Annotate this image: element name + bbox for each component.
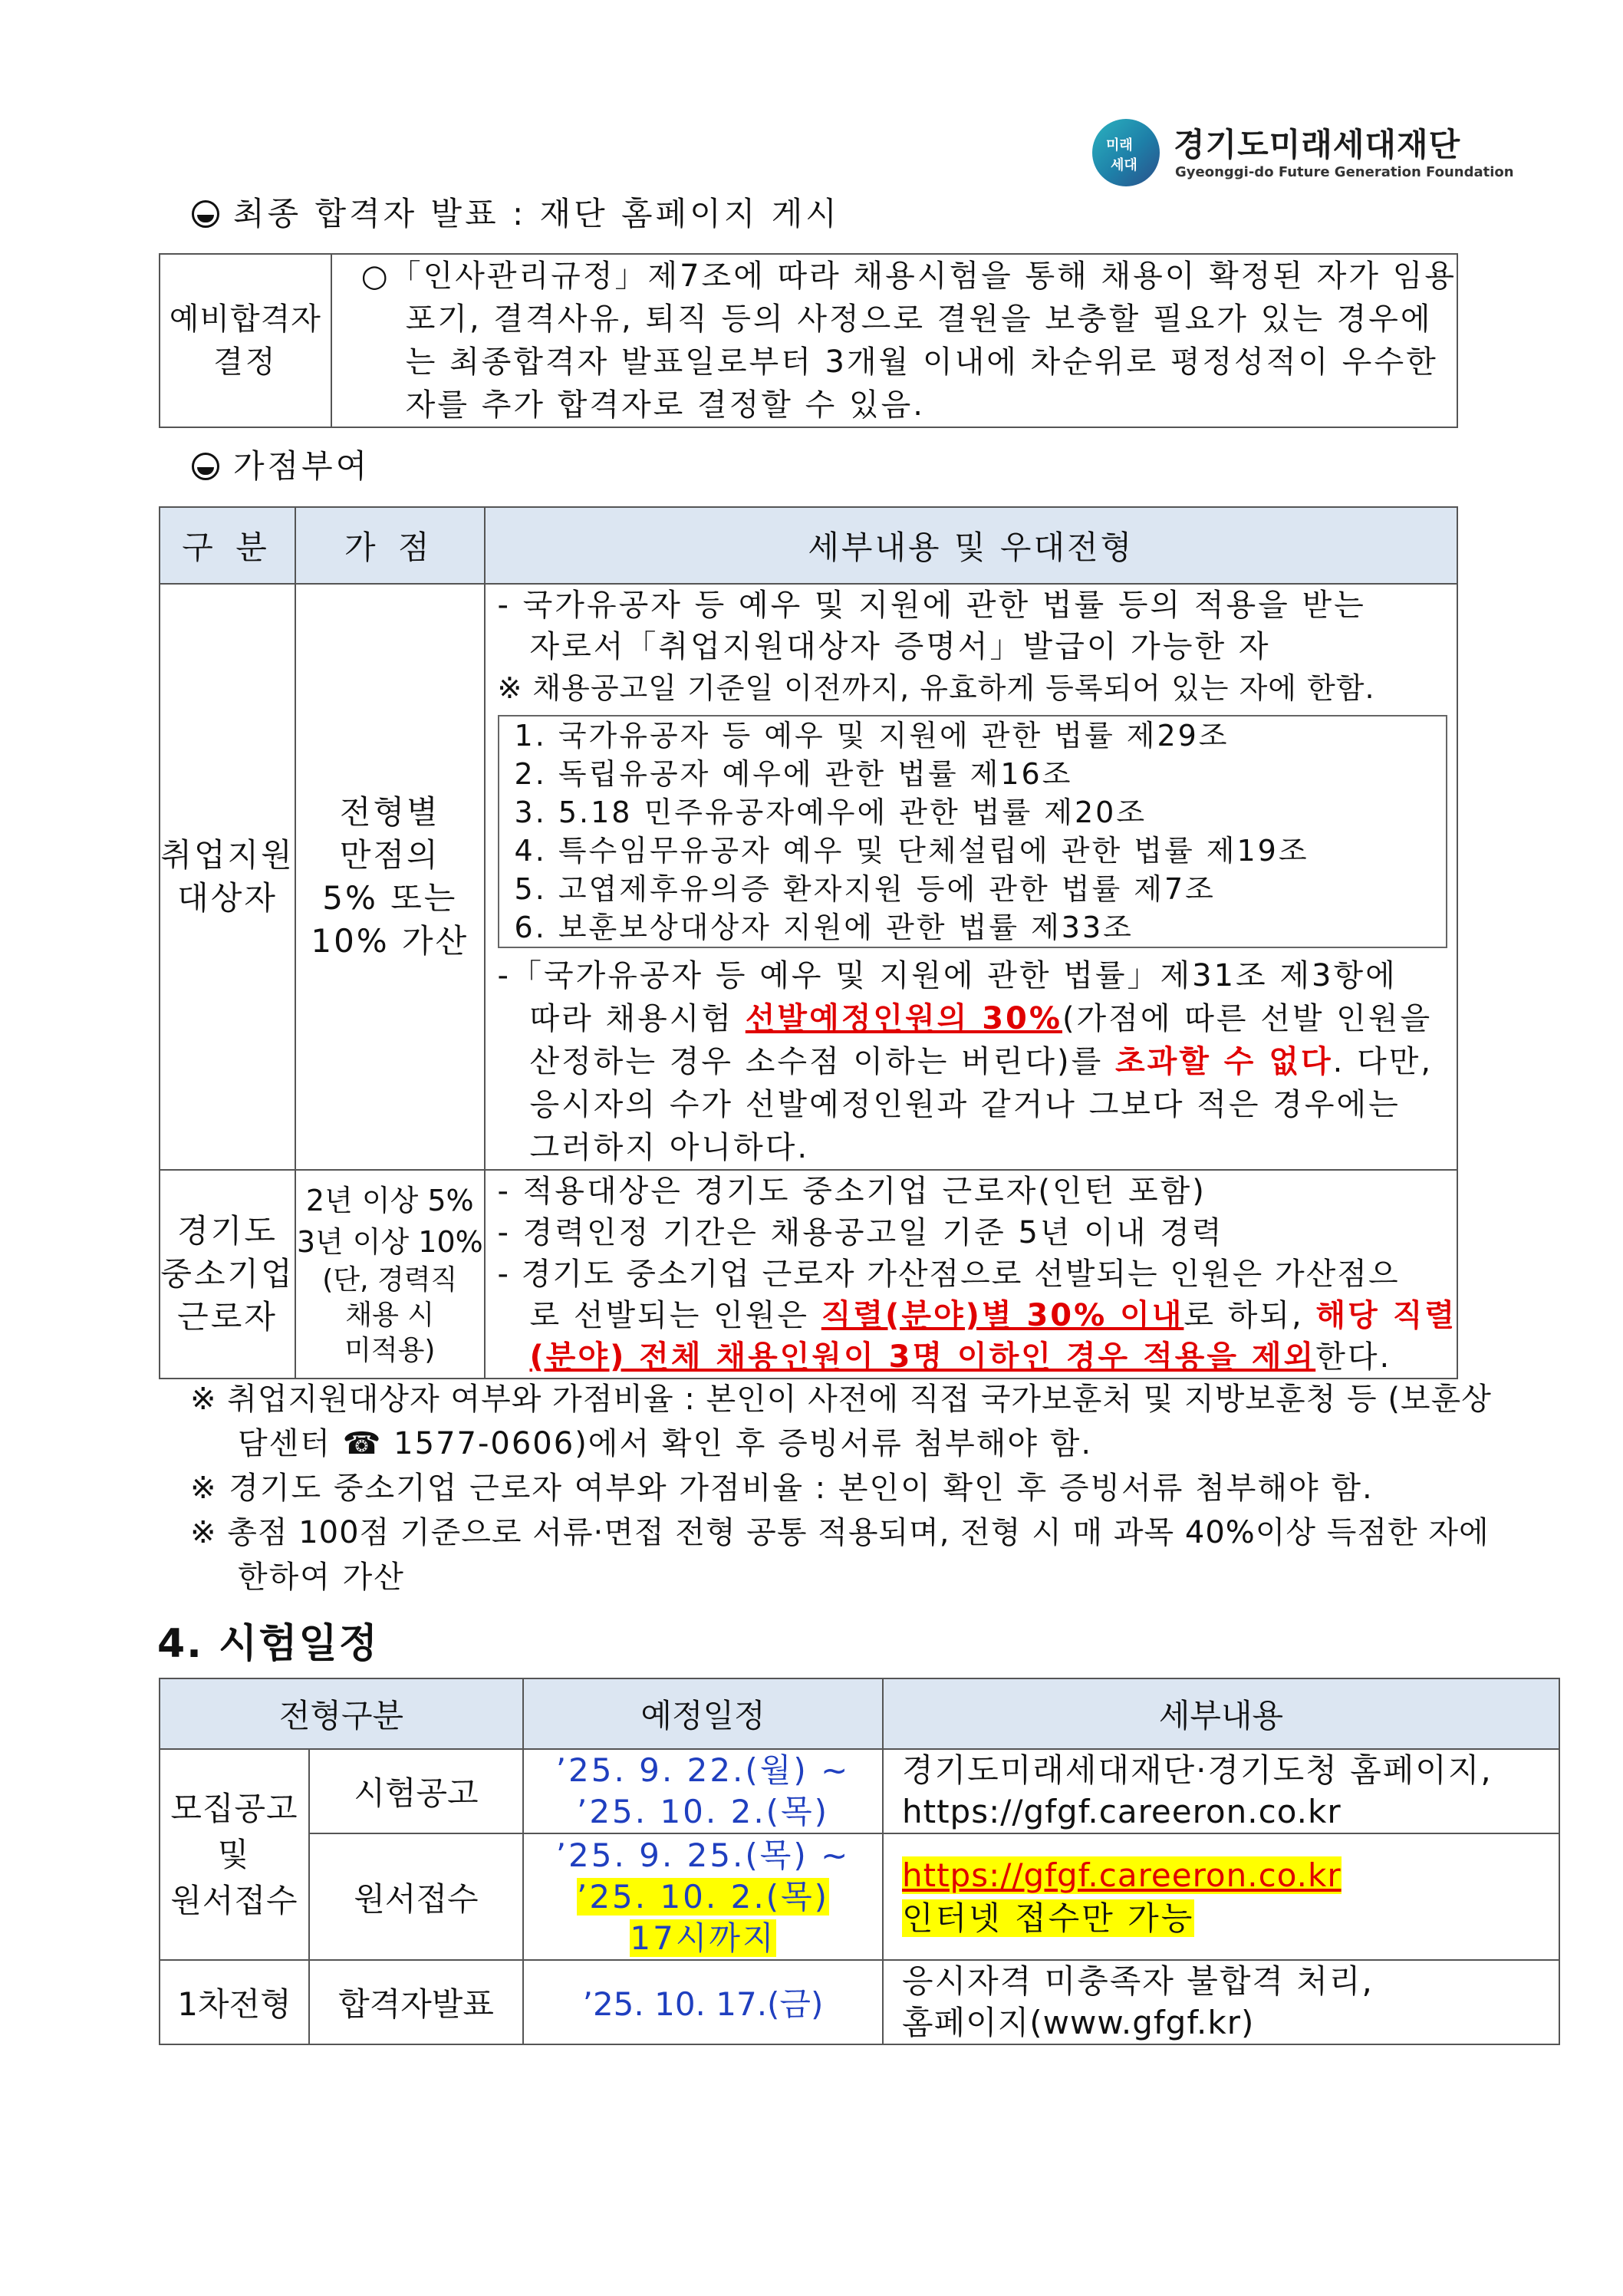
note-2: ※ 경기도 중소기업 근로자 여부와 가점비율 : 본인이 확인 후 증빙서류 첨부해야 함. (190, 1471, 1374, 1506)
stage-notice: 시험공고 (309, 1749, 523, 1833)
sme-points-4: 채용 시 (345, 1300, 435, 1331)
reserve-label-1: 예비합격자 (169, 301, 321, 337)
law-item-6: 6. 보훈보상대상자 지원에 관한 법률 제33조 (514, 911, 1134, 944)
sme-text: 로 선발되는 인원은 (529, 1298, 821, 1333)
employment-points-3: 5% 또는 (322, 879, 458, 917)
employment-points-cell (295, 584, 484, 1170)
reserve-label-cell (160, 254, 331, 427)
limit-line-2 (486, 997, 1457, 1040)
detail-notice (883, 1749, 1559, 1833)
logo-mark-icon (1092, 119, 1160, 186)
reserve-line-2: 포기, 결격사유, 퇴직 등의 사정으로 결원을 보충할 필요가 있는 경우에 (405, 301, 1433, 337)
sme-points-1: 2년 이상 5% (305, 1184, 474, 1217)
reserve-label-2: 결정 (213, 344, 278, 380)
bullet-icon (192, 453, 219, 480)
note-1-cont: 담센터 ☎ 1577-0606)에서 확인 후 증빙서류 첨부해야 함. (238, 1426, 1093, 1461)
employment-category-1: 취업지원 (160, 836, 295, 874)
bonus-header-detail: 세부내용 및 우대전형 (485, 507, 1457, 584)
schedule-row-apply (160, 1833, 1559, 1960)
employment-intro-3: ※ 채용공고일 기준일 이전까지, 유효하게 등록되어 있는 자에 한함. (497, 671, 1375, 705)
bullet-icon (192, 200, 219, 228)
reserve-line-4: 자를 추가 합격자로 결정할 수 있음. (405, 387, 925, 423)
bonus-header-points: 가 점 (295, 507, 484, 584)
schedule-row-notice (160, 1749, 1559, 1833)
schedule-header-detail: 세부내용 (883, 1678, 1559, 1749)
bonus-heading-text: 가점부여 (233, 447, 370, 485)
bonus-heading (192, 441, 370, 487)
sme-points-5: 미적용) (344, 1335, 436, 1366)
schedule-header-stage: 전형구분 (160, 1678, 523, 1749)
schedule-header-date: 예정일정 (523, 1678, 883, 1749)
law-item-4: 4. 특수임무유공자 예우 및 단체설립에 관한 법률 제19조 (514, 834, 1309, 868)
date-apply (523, 1833, 883, 1960)
date-notice-1: ’25. 9. 22.(월) ~ (555, 1751, 851, 1789)
employment-points-2: 만점의 (339, 836, 440, 874)
employment-detail-cell (485, 584, 1457, 1170)
date-apply-2: ’25. 10. 2.(목) (576, 1877, 830, 1916)
detail-notice-url[interactable]: https://gfgf.careeron.co.kr (902, 1793, 1342, 1830)
group-first-stage: 1차전형 (160, 1960, 309, 2044)
sme-text: 한다. (1315, 1339, 1392, 1375)
sme-line-4 (486, 1295, 1457, 1336)
detail-apply-url[interactable]: https://gfgf.careeron.co.kr (902, 1856, 1342, 1894)
law-item-1: 1. 국가유공자 등 예우 및 지원에 관한 법률 제29조 (514, 719, 1230, 753)
limit-text: (가점에 따른 선발 인원을 (1062, 1001, 1433, 1036)
sme-category-2: 중소기업 (160, 1255, 295, 1293)
limit-text: 산정하는 경우 소수점 이하는 버린다)를 (529, 1044, 1115, 1079)
limit-highlight-30pct: 선발예정인원의 30% (745, 1001, 1062, 1036)
sme-category-cell (160, 1170, 295, 1379)
sme-line-5 (486, 1336, 1457, 1378)
date-notice-2: ’25. 10. 2.(목) (576, 1793, 830, 1830)
detail-notice-1: 경기도미래세대재단·경기도청 홈페이지, (902, 1751, 1493, 1789)
limit-line-3 (486, 1040, 1457, 1083)
employment-points-1: 전형별 (339, 793, 440, 831)
limit-highlight-exceed: 초과할 수 없다 (1114, 1044, 1333, 1079)
bonus-row-sme (160, 1170, 1457, 1379)
note-3: ※ 총점 100점 기준으로 서류·면접 전형 공통 적용되며, 전형 시 매 과목 40%이상 득점한 자에 (190, 1515, 1490, 1550)
schedule-table (159, 1678, 1560, 2045)
law-item-3: 3. 5.18 민주유공자예우에 관한 법률 제20조 (514, 796, 1147, 829)
stage-apply: 원서접수 (309, 1833, 523, 1960)
detail-result (883, 1960, 1559, 2044)
sme-category-3: 근로자 (177, 1298, 278, 1336)
employment-category-cell (160, 584, 295, 1170)
sme-highlight-field: 해당 직렬 (1315, 1298, 1457, 1333)
limit-line-1: -「국가유공자 등 예우 및 지원에 관한 법률」제31조 제3항에 (497, 958, 1397, 993)
reserve-line-3: 는 최종합격자 발표일로부터 3개월 이내에 차순위로 평정성적이 우수한 (405, 344, 1438, 380)
date-apply-deadline: 17시까지 (630, 1919, 776, 1957)
group-recruit-3: 원서접수 (170, 1881, 298, 1919)
sme-line-1: - 적용대상은 경기도 중소기업 근로자(인턴 포함) (497, 1174, 1207, 1209)
final-announce-heading (192, 189, 840, 235)
final-announce-text: 최종 합격자 발표 : 재단 홈페이지 게시 (233, 195, 840, 232)
sme-highlight-exclude: (분야) 전체 채용인원이 3명 이하인 경우 적용을 제외 (529, 1339, 1316, 1375)
notes-block (190, 1377, 1492, 1599)
logo-mark-text-1: 미래 (1106, 137, 1133, 153)
sme-points-3: (단, 경력직 (322, 1264, 458, 1296)
bonus-table (159, 506, 1458, 1379)
law-item-2: 2. 독립유공자 예우에 관한 법률 제16조 (514, 757, 1073, 791)
note-1: ※ 취업지원대상자 여부와 가점비율 : 본인이 사전에 직접 국가보훈처 및 지방보훈청 등 (보훈상 (190, 1382, 1492, 1417)
sme-highlight-30pct: 직렬(분야)별 30% 이내 (821, 1298, 1184, 1333)
limit-line-5: 그러하지 아니하다. (529, 1130, 810, 1165)
employment-intro-1: - 국가유공자 등 예우 및 지원에 관한 법률 등의 적용을 받는 (497, 588, 1366, 623)
sme-text: 로 하되, (1184, 1298, 1316, 1333)
logo-name-en: Gyeonggi-do Future Generation Foundation (1175, 164, 1514, 180)
group-recruit-2: 및 (217, 1835, 252, 1873)
schedule-title: 4. 시험일정 (157, 1621, 379, 1667)
employment-points-4: 10% 가산 (311, 922, 469, 960)
law-list (498, 715, 1447, 948)
detail-apply-online-only: 인터넷 접수만 가능 (902, 1899, 1195, 1937)
reserve-text-cell (331, 254, 1457, 427)
logo-mark-text-2: 세대 (1111, 157, 1137, 173)
limit-text: . 다만, (1332, 1044, 1434, 1079)
date-notice (523, 1749, 883, 1833)
employment-intro-2: 자로서「취업지원대상자 증명서」발급이 가능한 자 (529, 629, 1271, 664)
sme-detail-cell (485, 1170, 1457, 1379)
reserve-line-1: ○「인사관리규정」제7조에 따라 채용시험을 통해 채용이 확정된 자가 임용 (360, 259, 1457, 294)
law-item-5: 5. 고엽제후유의증 환자지원 등에 관한 법률 제7조 (514, 872, 1216, 906)
bonus-header-row (160, 507, 1457, 584)
detail-apply (883, 1833, 1559, 1960)
date-result: ’25. 10. 17.(금) (523, 1960, 883, 2044)
stage-result: 합격자발표 (309, 1960, 523, 2044)
group-recruit-1: 모집공고 (170, 1789, 298, 1827)
employment-category-2: 대상자 (177, 879, 278, 917)
schedule-row-first (160, 1960, 1559, 2044)
limit-text: 따라 채용시험 (529, 1001, 746, 1036)
note-3-cont: 한하여 가산 (238, 1560, 405, 1595)
bonus-row-employment (160, 584, 1457, 1170)
schedule-header-row (160, 1678, 1559, 1749)
sme-points-2: 3년 이상 10% (296, 1225, 483, 1259)
bonus-header-category: 구 분 (160, 507, 295, 584)
reserve-table (159, 253, 1458, 428)
sme-line-3: - 경기도 중소기업 근로자 가산점으로 선발되는 인원은 가산점으 (497, 1257, 1400, 1292)
date-apply-1: ’25. 9. 25.(목) ~ (555, 1836, 851, 1874)
sme-points-cell (295, 1170, 484, 1379)
schedule-group-recruit (160, 1749, 309, 1960)
foundation-logo (1092, 115, 1514, 192)
detail-result-1: 응시자격 미충족자 불합격 처리, (902, 1962, 1374, 2000)
limit-line-4: 응시자의 수가 선발예정인원과 같거나 그보다 적은 경우에는 (529, 1087, 1401, 1122)
sme-category-1: 경기도 (177, 1212, 278, 1250)
limit-paragraph (486, 954, 1457, 1169)
sme-line-2: - 경력인정 기간은 채용공고일 기준 5년 이내 경력 (497, 1215, 1224, 1250)
logo-name-ko: 경기도미래세대재단 (1174, 126, 1461, 163)
detail-result-url[interactable]: 홈페이지(www.gfgf.kr) (902, 2004, 1255, 2041)
